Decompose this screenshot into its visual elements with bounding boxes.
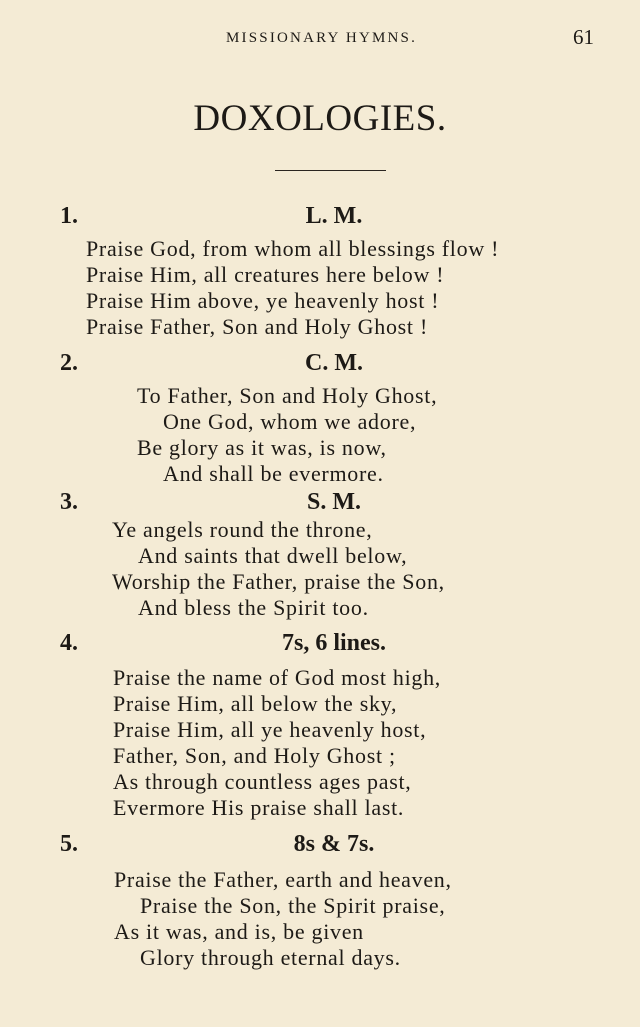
verse-line: To Father, Son and Holy Ghost, [137, 383, 438, 408]
hymn-number: 2. [60, 350, 78, 376]
verse-line: Father, Son, and Holy Ghost ; [113, 743, 396, 768]
verse-line: And saints that dwell below, [138, 543, 408, 568]
verse-line: And bless the Spirit too. [138, 595, 369, 620]
page-number: 61 [573, 25, 594, 49]
meter-heading: C. M. [305, 350, 363, 376]
verse-line: Praise the name of God most high, [113, 665, 441, 690]
meter-heading: 7s, 6 lines. [281, 630, 386, 656]
verse-line: Be glory as it was, is now, [137, 435, 387, 460]
meter-heading: L. M. [305, 203, 363, 229]
page-title: DOXOLOGIES. [193, 98, 447, 139]
verse-line: Evermore His praise shall last. [113, 795, 405, 820]
verse-line: Ye angels round the throne, [112, 517, 373, 542]
verse-line: Worship the Father, praise the Son, [112, 569, 445, 594]
verse-line: Praise God, from whom all blessings flow ! [86, 236, 500, 261]
running-title: MISSIONARY HYMNS. [226, 30, 418, 46]
meter-heading: 8s & 7s. [293, 831, 375, 857]
verse-line: And shall be evermore. [163, 461, 384, 486]
verse-line: Praise Father, Son and Holy Ghost ! [86, 314, 428, 339]
verse-line: Praise Him, all creatures here below ! [86, 262, 445, 287]
title-rule [275, 170, 386, 171]
verse-line: Praise Him, all ye heavenly host, [113, 717, 427, 742]
running-head [0, 25, 640, 54]
hymn-number: 4. [60, 630, 78, 656]
meter-heading: S. M. [307, 489, 361, 515]
verse-line: As it was, and is, be given [114, 919, 364, 944]
verse-line: Praise the Son, the Spirit praise, [140, 893, 446, 918]
verse-line: Glory through eternal days. [140, 945, 401, 970]
verse-line: As through countless ages past, [113, 769, 412, 794]
verse-line: Praise Him, all below the sky, [113, 691, 398, 716]
hymn-number: 3. [60, 489, 78, 515]
verse-line: Praise the Father, earth and heaven, [114, 867, 452, 892]
verse-line: One God, whom we adore, [163, 409, 417, 434]
hymn-number: 1. [60, 203, 78, 229]
hymn-number: 5. [60, 831, 78, 857]
verse-line: Praise Him above, ye heavenly host ! [86, 288, 440, 313]
